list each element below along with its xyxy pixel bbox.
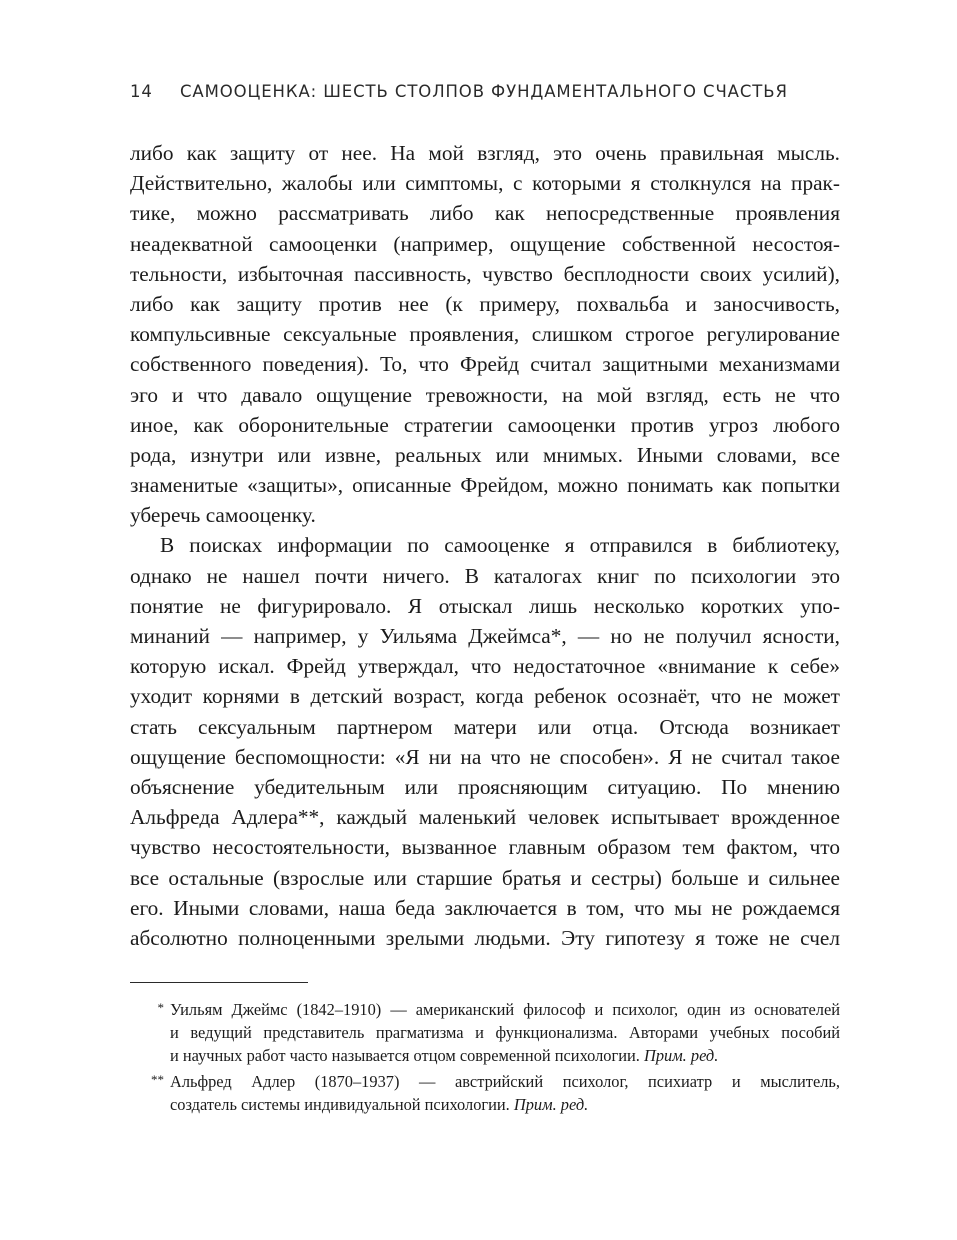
body-text bbox=[130, 138, 840, 953]
text-line: минаний — например, у Уильяма Джеймса*, — но не получил ясности, bbox=[130, 624, 840, 648]
text-line: эго и что давало ощущение тревожности, на мой взгляд, есть не что bbox=[130, 382, 840, 407]
text-line: тике, можно рассматривать либо как непосредственные проявления bbox=[130, 201, 840, 226]
footnote-line: Альфред Адлер (1870–1937) — австрийский психолог, психиатр и мыслитель, bbox=[170, 1072, 840, 1091]
footnote-line: Уильям Джеймс (1842–1910) — американский философ и психолог, один из основателей bbox=[170, 1000, 840, 1019]
text-line: все остальные (взрослые или старшие братья и сестры) больше и сильнее bbox=[130, 865, 840, 890]
running-title: САМООЦЕНКА: ШЕСТЬ СТОЛПОВ ФУНДАМЕНТАЛЬНОГО СЧАСТЬЯ bbox=[180, 82, 788, 101]
text-line: либо как защиту от нее. На мой взгляд, это очень правильная мысль. bbox=[130, 141, 840, 165]
footnote bbox=[130, 998, 840, 1067]
text-line: знаменитые «защиты», описанные Фрейдом, можно понимать как попытки bbox=[130, 473, 840, 498]
text-line: уберечь самооценку. bbox=[130, 503, 316, 528]
text-line: рода, изнутри или извне, реальных или мнимых. Иными словами, все bbox=[130, 442, 840, 467]
editor-note: Прим. ред. bbox=[513, 1095, 589, 1114]
footnote-line bbox=[170, 1044, 840, 1067]
text-line: собственного поведения). То, что Фрейд считал защитными механизмами bbox=[130, 352, 840, 377]
footnote-text: и научных работ часто называется отцом современной психологии. bbox=[170, 1046, 640, 1065]
text-line: иное, как оборонительные стратегии самооценки против угроз любого bbox=[130, 412, 840, 437]
text-line: либо как защиту против нее (к примеру, похвальба и заносчивость, bbox=[130, 291, 840, 316]
text-line: компульсивные сексуальные проявления, слишком строгое регулирование bbox=[130, 322, 840, 347]
text-line: уходит корнями в детский возраст, когда ребенок осознаёт, что не может bbox=[130, 684, 840, 709]
text-line: его. Иными словами, наша беда заключается в том, что мы не рождаемся bbox=[130, 895, 840, 920]
text-line: тельности, избыточная пассивность, чувство бесплодности своих усилий), bbox=[130, 261, 840, 286]
footnote-mark: * bbox=[157, 1000, 164, 1015]
paragraph bbox=[130, 138, 840, 530]
editor-note: Прим. ред. bbox=[643, 1046, 719, 1065]
text-line: стать сексуальным партнером матери или отца. Отсюда возникает bbox=[130, 714, 840, 739]
footnote-divider bbox=[130, 982, 308, 983]
text-line: абсолютно полноценными зрелыми людьми. Эту гипотезу я тоже не счел bbox=[130, 925, 840, 950]
text-line: неадекватной самооценки (например, ощущение собственной несостоя- bbox=[130, 231, 840, 256]
text-line: ощущение беспомощности: «Я ни на что не способен». Я не считал такое bbox=[130, 744, 840, 769]
text-line: Действительно, жалобы или симптомы, с которыми я столкнулся на прак- bbox=[130, 171, 840, 196]
paragraph bbox=[130, 530, 840, 953]
text-line: которую искал. Фрейд утверждал, что недостаточное «внимание к себе» bbox=[130, 654, 840, 679]
text-line: чувство несостоятельности, вызванное главным образом тем фактом, что bbox=[130, 835, 840, 860]
text-line: объяснение убедительным или проясняющим ситуацию. По мнению bbox=[130, 774, 840, 799]
footnote-text: создатель системы индивидуальной психологии. bbox=[170, 1095, 510, 1114]
footnotes bbox=[130, 998, 840, 1116]
text-line: однако не нашел почти ничего. В каталогах книг по психологии это bbox=[130, 563, 840, 588]
text-line: В поисках информации по самооценке я отправился в библиотеку, bbox=[160, 533, 840, 558]
footnote-mark: ** bbox=[151, 1072, 164, 1087]
footnote-line bbox=[170, 1093, 840, 1116]
running-header bbox=[130, 82, 830, 101]
footnote-line: и ведущий представитель прагматизма и функционализма. Авторами учебных пособий bbox=[170, 1023, 840, 1042]
text-line: понятие не фигурировало. Я отыскал лишь несколько коротких упо- bbox=[130, 593, 840, 618]
text-line: Альфреда Адлера**, каждый маленький человек испытывает врожденное bbox=[130, 805, 840, 830]
page-number: 14 bbox=[130, 82, 153, 101]
footnote bbox=[130, 1070, 840, 1116]
